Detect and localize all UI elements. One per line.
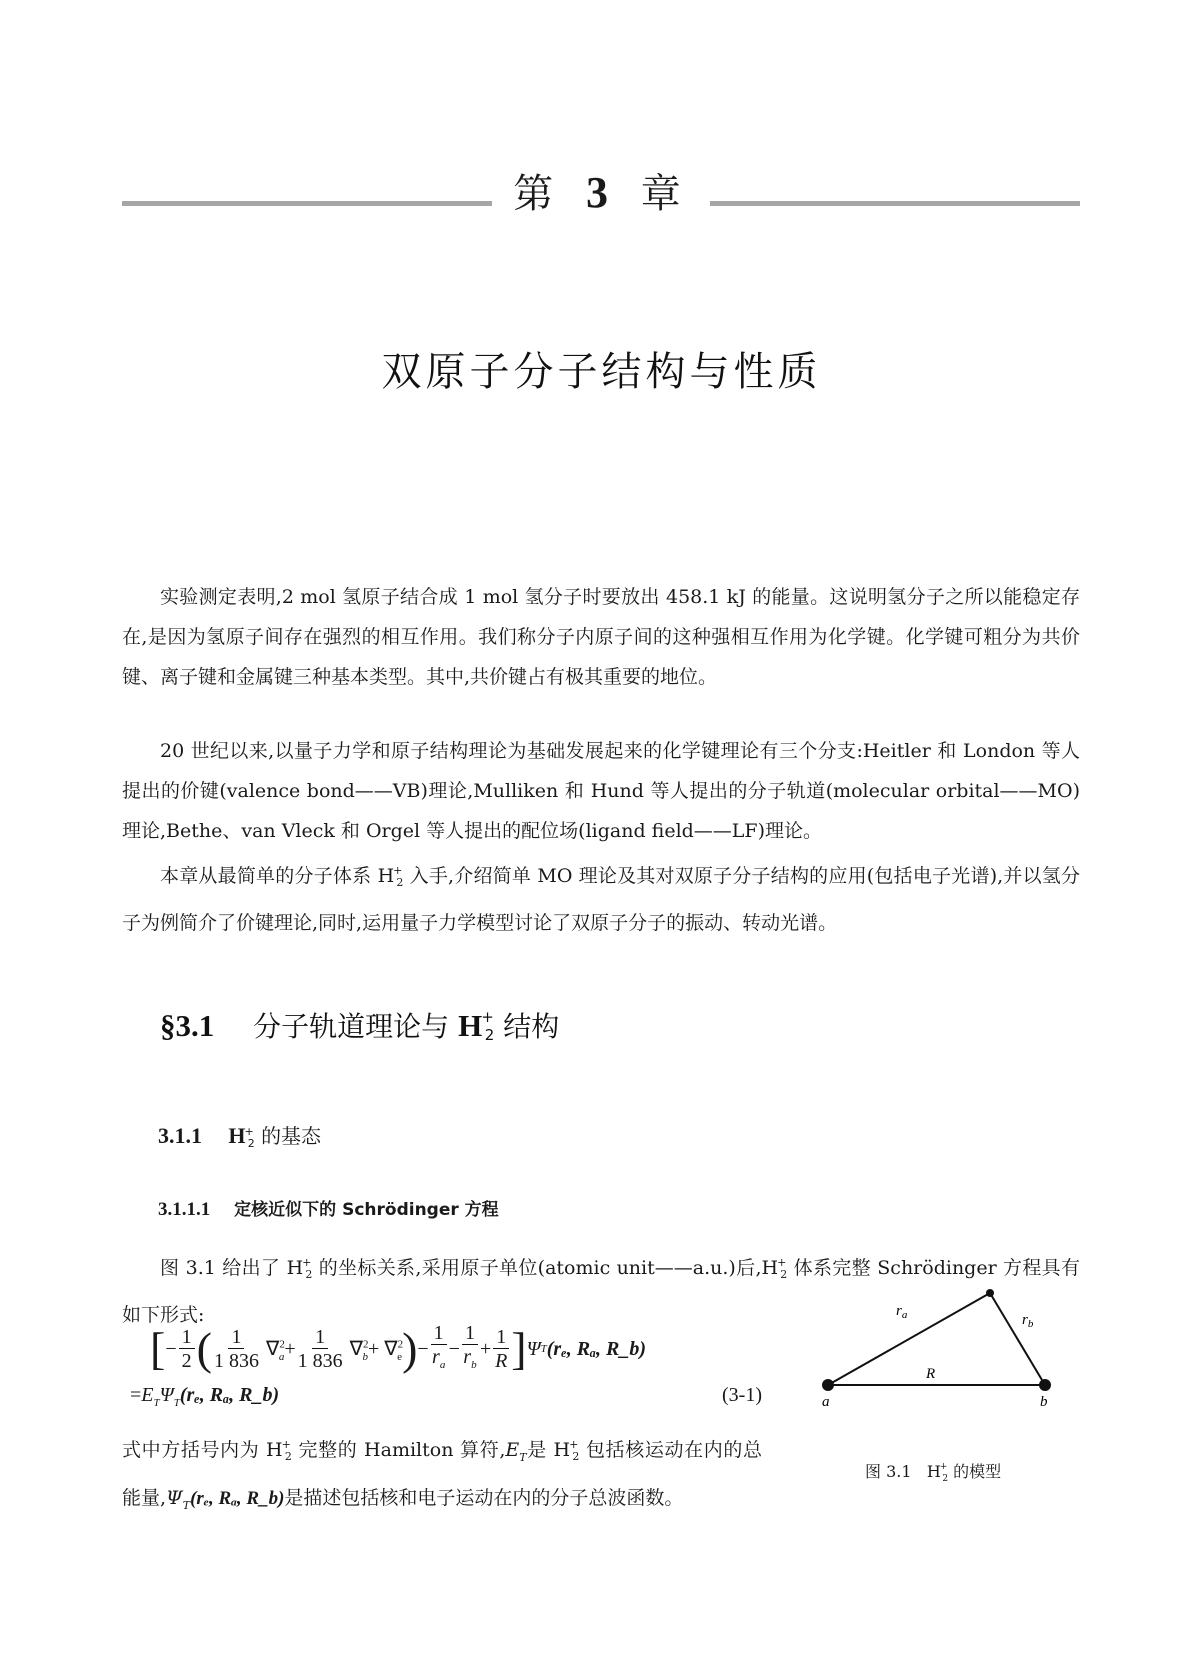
ra-symbol: r — [432, 1345, 440, 1368]
energy-symbol: E — [505, 1439, 520, 1461]
atom-count-subscript: 2 — [396, 876, 404, 889]
subsubsection-number: 3.1.1.1 — [158, 1199, 211, 1220]
subsection-title-text: 的基态 — [261, 1124, 322, 1148]
equation-line-1 — [150, 1318, 646, 1380]
intro-paragraph-1 — [122, 577, 1080, 697]
edge-rb — [990, 1293, 1045, 1385]
minus-sign: − — [448, 1337, 460, 1360]
rb-subscript: b — [471, 1358, 477, 1371]
equation-explanation-paragraph — [122, 1425, 762, 1526]
minus-sign: − — [165, 1337, 177, 1360]
charge-superscript: + — [393, 864, 403, 877]
numerator: 1 — [179, 1326, 195, 1349]
molecule-symbol: H — [458, 1008, 483, 1043]
t-subscript: T — [182, 1498, 191, 1512]
R-label: R — [926, 1366, 936, 1382]
schrodinger-equation — [130, 1318, 770, 1428]
atom-count-subscript: 2 — [942, 1474, 949, 1484]
figure-caption — [865, 1459, 1001, 1484]
charge-superscript: + — [281, 1438, 291, 1451]
wavefunction-arguments: (rₑ, Rₐ, R_b) — [190, 1487, 285, 1509]
numerator: 1 — [462, 1322, 478, 1345]
charge-superscript: + — [481, 1008, 494, 1026]
text-run: 完整的 Hamilton 算符, — [291, 1439, 506, 1461]
left-bracket: [ — [150, 1323, 166, 1374]
paragraph-text: 实验测定表明,2 mol 氢原子结合成 1 mol 氢分子时要放出 458.1 kJ 的能量。这说明氢分子之所以能稳定存在,是因为氢原子间存在强烈的相互作用。我们称分子内原子间的这种强相互作用为化学键。化学键可粗分为共价键、离子键和金属键三种基本类型。其中,共价键占有极其重要的地位。 — [122, 586, 1080, 688]
figure-caption-text: 的模型 — [953, 1462, 1002, 1481]
nucleus-b-label: b — [1040, 1394, 1048, 1410]
atom-count-subscript: 2 — [780, 1268, 788, 1281]
fraction-one-over-ra — [431, 1322, 447, 1377]
energy-symbol: E — [141, 1384, 154, 1406]
fraction-one-over-R — [493, 1326, 509, 1373]
chapter-title: 双原子分子结构与性质 — [381, 349, 822, 395]
numerator: 1 — [431, 1322, 447, 1345]
edge-ra — [828, 1293, 990, 1385]
text-run: 的坐标关系,采用原子单位(atomic unit——a.u.)后,H — [312, 1257, 779, 1279]
denominator — [463, 1345, 476, 1377]
charge-superscript: + — [569, 1438, 579, 1451]
atom-count-subscript: 2 — [484, 1026, 495, 1044]
nucleus-a-node — [822, 1379, 834, 1391]
equation-line-2 — [130, 1384, 279, 1409]
intro-paragraph-3 — [122, 851, 1080, 943]
denominator: 2 — [181, 1349, 192, 1372]
section-title-text: 分子轨道理论与 — [253, 1010, 450, 1043]
fraction-one-over-rb — [462, 1322, 478, 1377]
subsection-number: 3.1.1 — [158, 1123, 202, 1148]
molecule-symbol: H — [228, 1123, 246, 1148]
fraction-half — [179, 1326, 195, 1373]
decorative-rule-right — [710, 201, 1080, 206]
right-bracket: ] — [511, 1323, 527, 1374]
t-subscript: T — [173, 1397, 180, 1409]
atom-count-subscript: 2 — [284, 1450, 292, 1463]
denominator — [432, 1345, 445, 1377]
figure-number: 图 3.1 — [865, 1462, 912, 1481]
text-run: 是描述包括核和电子运动在内的分子总波函数。 — [284, 1486, 684, 1509]
psi-symbol: Ψ — [526, 1337, 541, 1360]
t-subscript: T — [153, 1397, 160, 1409]
ra-subscript: a — [439, 1358, 446, 1371]
h2-plus-model-diagram — [800, 1288, 1080, 1488]
wavefunction-arguments: (rₑ, Rₐ, R_b) — [179, 1384, 280, 1406]
text-run: 入手,介绍简单 MO 理论及其对双原子分子结构的应用(包括电子光谱),并以氢分子为例简介了价键理论,同时,运用量子力学模型讨论了双原子分子的振动、转动光谱。 — [122, 865, 1080, 934]
paragraph-text — [122, 1425, 762, 1526]
paragraph-text: 20 世纪以来,以量子力学和原子结构理论为基础发展起来的化学键理论有三个分支:Heitler 和 London 等人提出的价键(valence bond——VB)理论,Mulliken 和 Hund 等人提出的分子轨道(molecular orbital——MO)理论,Bethe、van Vleck 和 Orgel 等人提出的配位场(ligand field——LF)理论。 — [122, 740, 1080, 842]
atom-count-subscript: 2 — [305, 1268, 313, 1281]
left-paren: ( — [196, 1323, 212, 1374]
charge-superscript: + — [244, 1125, 254, 1138]
electron-node — [986, 1289, 994, 1297]
nucleus-a-label: a — [822, 1394, 830, 1410]
t-subscript: T — [540, 1343, 547, 1355]
section-number: §3.1 — [160, 1008, 215, 1043]
laplacian-a: ∇$^2_a$+ — [260, 1337, 296, 1363]
nucleus-b-node — [1039, 1379, 1051, 1391]
psi-symbol: Ψ — [166, 1486, 183, 1509]
text-run: 体系完整 Schrödinger 方程具有如下形式: — [122, 1257, 1081, 1326]
denominator: R — [495, 1349, 508, 1372]
rb-symbol: r — [463, 1345, 472, 1368]
denominator: 1 836 — [297, 1349, 343, 1372]
charge-superscript: + — [302, 1256, 312, 1269]
plus-sign: + — [479, 1337, 492, 1360]
subsubsection-heading — [158, 1195, 499, 1221]
chapter-prefix: 第 — [513, 171, 564, 217]
laplacian-b-e: ∇$^2_b$+ ∇$^2_e$ — [344, 1337, 404, 1363]
minus-sign: − — [417, 1337, 429, 1360]
numerator: 1 — [493, 1326, 509, 1349]
right-paren: ) — [402, 1323, 418, 1374]
rb-label: $r_b$ — [1022, 1312, 1034, 1330]
wavefunction-arguments: (rₑ, Rₐ, R_b) — [546, 1337, 647, 1360]
atom-count-subscript: 2 — [572, 1450, 580, 1463]
charge-superscript: + — [939, 1462, 948, 1472]
denominator: 1 836 — [213, 1349, 259, 1372]
text-run: 式中方括号内为 H — [122, 1439, 283, 1461]
psi-symbol: Ψ — [159, 1384, 174, 1406]
numerator: 1 — [228, 1326, 244, 1349]
subsection-heading — [158, 1120, 321, 1150]
intro-paragraph-2 — [122, 731, 1080, 851]
paragraph-text — [122, 851, 1080, 943]
decorative-rule-left — [122, 201, 492, 206]
equals-sign: = — [130, 1384, 142, 1406]
chapter-suffix: 章 — [640, 171, 691, 217]
section-title-text: 结构 — [503, 1010, 560, 1043]
numerator: 1 — [312, 1326, 328, 1349]
fraction-mass-ratio-b — [298, 1326, 343, 1373]
chapter-header — [122, 165, 1080, 225]
text-run: 图 3.1 给出了 H — [160, 1257, 304, 1279]
subsubsection-title-text: 定核近似下的 Schrödinger 方程 — [234, 1200, 499, 1220]
molecule-symbol: H — [926, 1462, 941, 1481]
chapter-number: 3 — [586, 168, 618, 217]
charge-superscript: + — [777, 1256, 787, 1269]
t-subscript: T — [519, 1450, 527, 1464]
fraction-mass-ratio-a — [214, 1326, 259, 1373]
section-heading — [160, 1005, 559, 1045]
chapter-label — [502, 165, 702, 222]
text-run: 本章从最简单的分子体系 H — [160, 865, 395, 887]
text-run: 包括核运动在内的总能量, — [122, 1439, 763, 1509]
equation-number: (3-1) — [722, 1384, 762, 1406]
ra-label: $r_a$ — [896, 1303, 908, 1321]
atom-count-subscript: 2 — [247, 1137, 255, 1150]
text-run: 是 H — [526, 1439, 571, 1461]
